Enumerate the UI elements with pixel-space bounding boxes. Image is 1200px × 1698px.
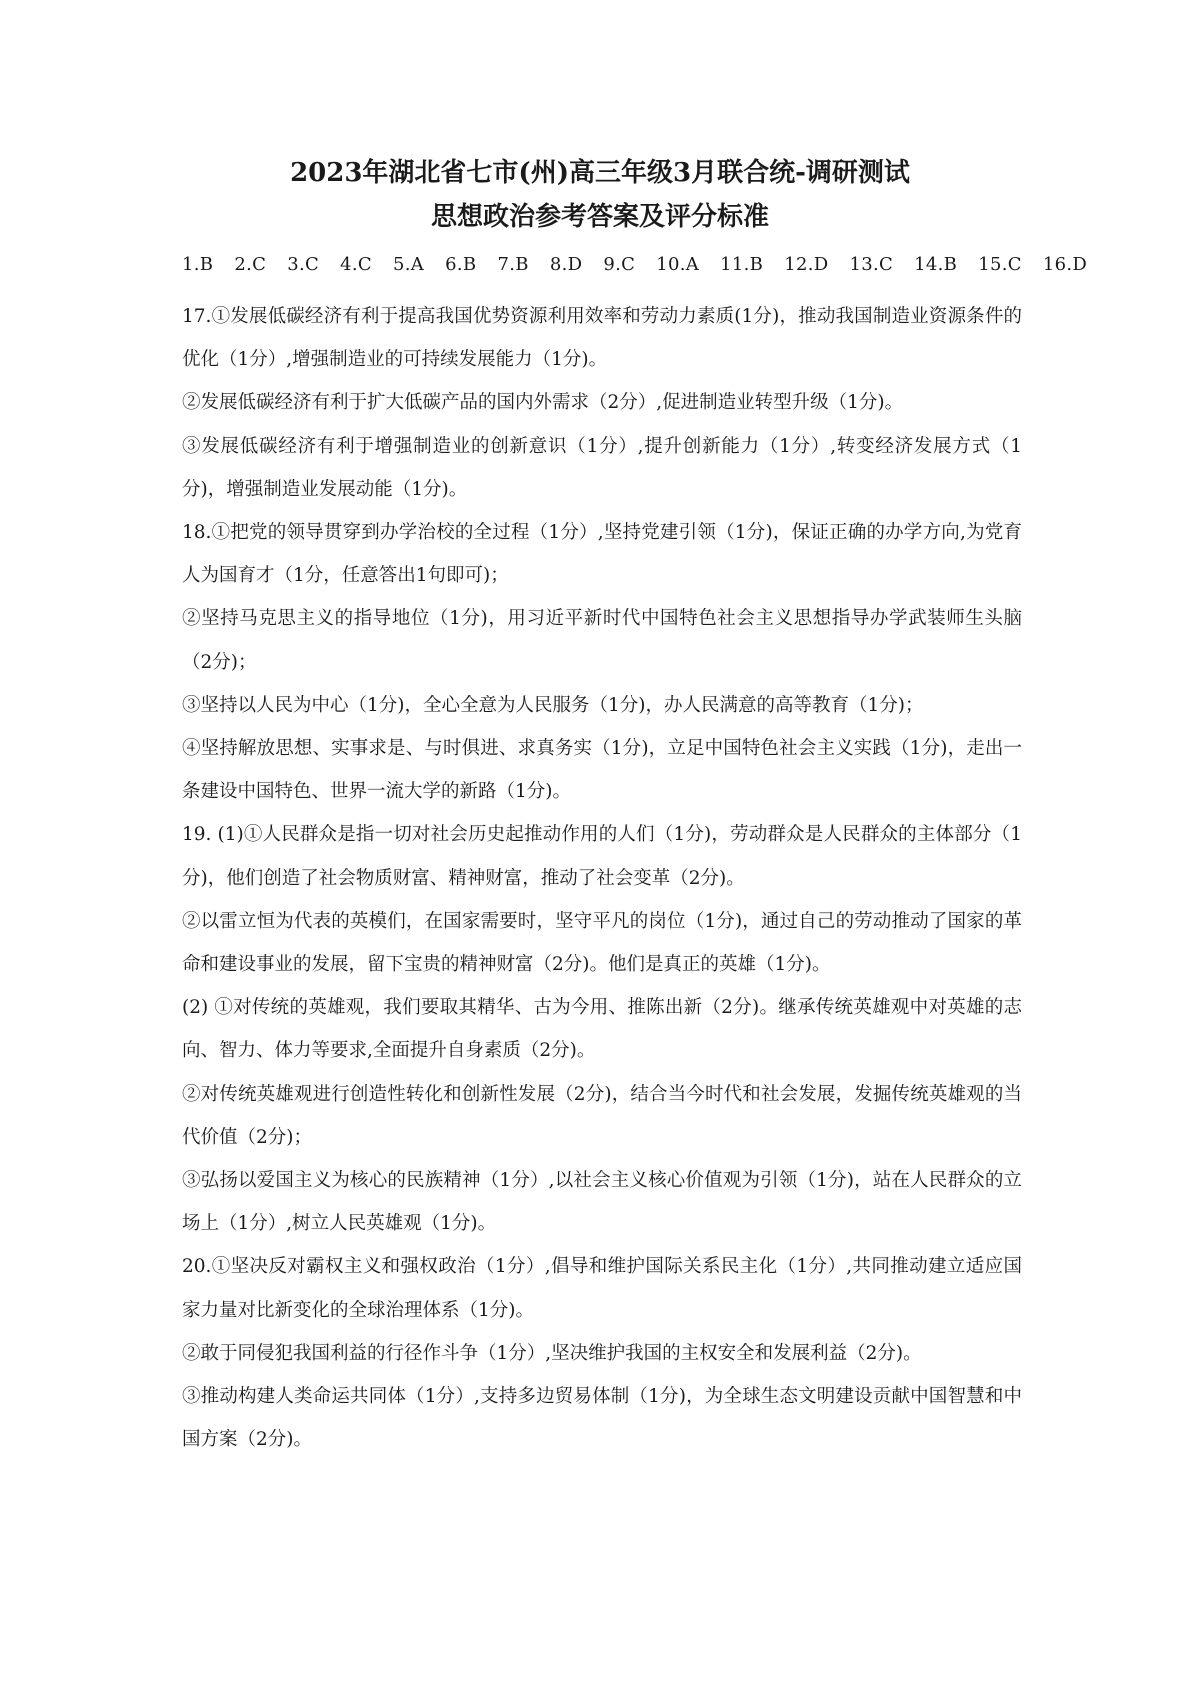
answer-paragraph: (2) ①对传统的英雄观，我们要取其精华、古为今用、推陈出新（2分)。继承传统英雄观中对英雄的志向、智力、体力等要求,全面提升自身素质（2分)。 — [182, 997, 1022, 1062]
document-subtitle: 思想政治参考答案及评分标准 — [430, 202, 769, 232]
choice-answer: 5.A — [393, 254, 425, 275]
answer-paragraph: 20.①坚决反对霸权主义和强权政治（1分）,倡导和维护国际关系民主化（1分）,共同推动建立适应国家力量对比新变化的全球治理体系（1分)。 — [182, 1256, 1022, 1321]
choice-answer: 1.B — [182, 254, 214, 275]
answer-paragraph: ②敢于同侵犯我国利益的行径作斗争（1分）,坚决维护我国的主权安全和发展利益（2分)。 — [182, 1342, 922, 1364]
answer-body — [182, 295, 1022, 1461]
answer-paragraph: 19. (1)①人民群众是指一切对社会历史起推动作用的人们（1分)，劳动群众是人民群众的主体部分（1分)，他们创造了社会物质财富、精神财富，推动了社会变革（2分)。 — [182, 824, 1022, 889]
choice-answer: 14.B — [914, 254, 958, 275]
choice-answer: 9.C — [603, 254, 636, 275]
answer-paragraph: ②发展低碳经济有利于扩大低碳产品的国内外需求（2分）,促进制造业转型升级（1分)。 — [182, 392, 904, 414]
choice-answer: 10.A — [656, 254, 700, 275]
choice-answer: 4.C — [340, 254, 372, 275]
answer-paragraph: 17.①发展低碳经济有利于提高我国优势资源利用效率和劳动力素质(1分)，推动我国制造业资源条件的优化（1分）,增强制造业的可持续发展能力（1分)。 — [182, 306, 1022, 371]
answer-paragraph: ③推动构建人类命运共同体（1分）,支持多边贸易体制（1分)，为全球生态文明建设贡献中国智慧和中国方案（2分)。 — [182, 1386, 1022, 1451]
choice-answer: 13.C — [849, 254, 894, 275]
choice-answer: 15.C — [978, 254, 1022, 275]
answer-paragraph: 18.①把党的领导贯穿到办学治校的全过程（1分）,坚持党建引领（1分)，保证正确的办学方向,为党育人为国育才（1分，任意答出1句即可)； — [182, 522, 1022, 587]
choice-answer: 6.B — [445, 254, 477, 275]
choice-answer: 7.B — [497, 254, 529, 275]
choice-answer: 11.B — [720, 254, 764, 275]
answer-paragraph: ③发展低碳经济有利于增强制造业的创新意识（1分）,提升创新能力（1分）,转变经济发展方式（1分)，增强制造业发展动能（1分)。 — [182, 435, 1022, 500]
choice-answer: 8.D — [549, 254, 583, 275]
answer-paragraph: ④坚持解放思想、实事求是、与时俱进、求真务实（1分)，立足中国特色社会主义实践（1分)，走出一条建设中国特色、世界一流大学的新路（1分)。 — [182, 738, 1022, 803]
answer-paragraph: ②对传统英雄观进行创造性转化和创新性发展（2分)，结合当今时代和社会发展，发掘传统英雄观的当代价值（2分)； — [182, 1083, 1022, 1148]
answer-paragraph: ③坚持以人民为中心（1分)，全心全意为人民服务（1分)，办人民满意的高等教育（1分)； — [182, 694, 924, 716]
answer-paragraph: ②坚持马克思主义的指导地位（1分)，用习近平新时代中国特色社会主义思想指导办学武装师生头脑（2分)； — [182, 608, 1022, 673]
choice-answer-line — [182, 252, 1088, 278]
answer-paragraph: ③弘扬以爱国主义为核心的民族精神（1分）,以社会主义核心价值观为引领（1分)，站在人民群众的立场上（1分）,树立人民英雄观（1分)。 — [182, 1170, 1022, 1235]
answer-paragraph: ②以雷立恒为代表的英模们，在国家需要时，坚守平凡的岗位（1分)，通过自己的劳动推动了国家的革命和建设事业的发展，留下宝贵的精神财富（2分)。他们是真正的英雄（1分)。 — [182, 910, 1022, 976]
choice-answer: 12.D — [784, 254, 829, 275]
choice-answer: 3.C — [287, 254, 320, 275]
choice-answer: 2.C — [234, 254, 267, 275]
document-title: 2023年湖北省七市(州)高三年级3月联合统-调研测试 — [290, 158, 910, 188]
choice-answer: 16.D — [1042, 254, 1088, 275]
